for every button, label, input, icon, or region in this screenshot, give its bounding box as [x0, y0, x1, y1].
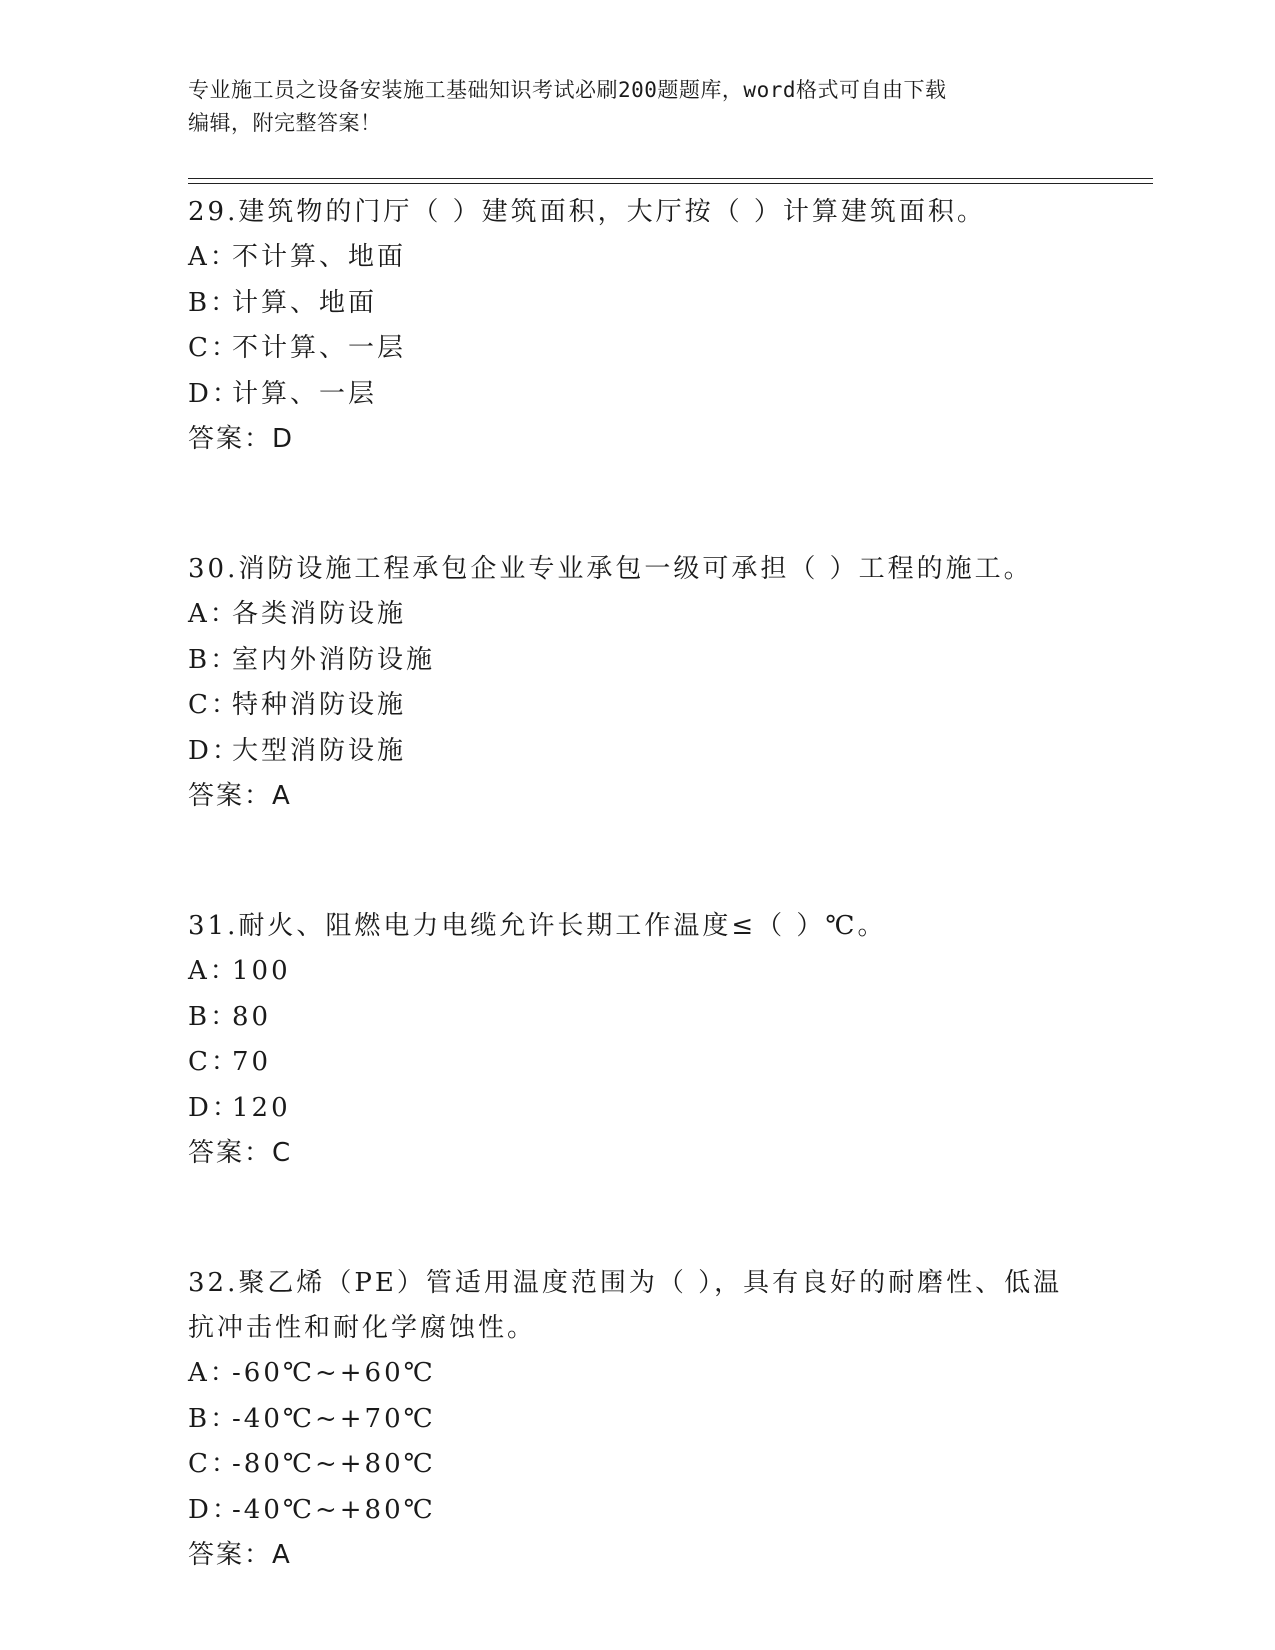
- option-c: [188, 1040, 1088, 1086]
- option-b: [188, 281, 1088, 327]
- option-key: A：: [188, 242, 239, 272]
- question-stem: [188, 1261, 1088, 1351]
- option-key: C：: [188, 690, 240, 720]
- question-30: [188, 547, 1088, 819]
- option-text: 不计算、一层: [232, 333, 407, 363]
- option-d: [188, 1488, 1088, 1534]
- option-text: 80: [232, 1001, 272, 1032]
- option-text: 各类消防设施: [232, 599, 407, 629]
- header-divider-top: [188, 178, 1153, 179]
- option-c: [188, 683, 1088, 729]
- option-key: C：: [188, 1449, 240, 1479]
- question-stem-line: 30.消防设施工程承包企业专业承包一级可承担（ ）工程的施工。: [188, 554, 1033, 584]
- option-text: 室内外消防设施: [232, 644, 436, 675]
- question-stem: [188, 904, 1088, 949]
- option-b: [188, 1397, 1088, 1443]
- option-text: -40℃~+80℃: [232, 1494, 436, 1525]
- option-key: A：: [188, 1358, 239, 1388]
- option-text: 计算、地面: [232, 287, 378, 318]
- option-d: [188, 1086, 1088, 1132]
- question-32: [188, 1261, 1088, 1578]
- option-key: A：: [188, 956, 239, 986]
- option-text: 大型消防设施: [232, 735, 407, 766]
- question-gap: [188, 819, 1088, 904]
- option-b: [188, 995, 1088, 1041]
- option-key: B：: [188, 644, 240, 675]
- header-divider-bottom: [188, 183, 1153, 184]
- question-gap: [188, 462, 1088, 547]
- option-key: B：: [188, 1001, 240, 1032]
- option-a: [188, 949, 1088, 995]
- document-header: [188, 74, 1068, 140]
- header-title-line1: 专业施工员之设备安装施工基础知识考试必刷200题题库，word格式可自由下载: [188, 78, 947, 102]
- option-key: D：: [188, 1092, 241, 1123]
- option-key: C：: [188, 1047, 240, 1077]
- question-stem-line: 29.建筑物的门厅（ ）建筑面积，大厅按（ ）计算建筑面积。: [188, 197, 986, 227]
- option-key: C：: [188, 333, 240, 363]
- option-c: [188, 326, 1088, 372]
- option-text: -60℃~+60℃: [232, 1358, 436, 1388]
- option-key: B：: [188, 287, 240, 318]
- question-gap: [188, 1176, 1088, 1261]
- answer-line: 答案：A: [188, 781, 292, 811]
- option-text: 120: [232, 1092, 291, 1123]
- question-31: [188, 904, 1088, 1176]
- option-text: 特种消防设施: [232, 690, 407, 720]
- header-title-line2: 编辑，附完整答案！: [188, 111, 382, 135]
- option-key: D：: [188, 735, 241, 766]
- question-stem: [188, 547, 1088, 592]
- option-text: 不计算、地面: [232, 242, 407, 272]
- question-29: [188, 190, 1088, 462]
- option-text: -40℃~+70℃: [232, 1403, 436, 1434]
- option-text: 70: [232, 1047, 272, 1077]
- option-text: 100: [232, 956, 291, 986]
- option-key: B：: [188, 1403, 240, 1434]
- option-key: D：: [188, 1494, 241, 1525]
- option-key: A：: [188, 599, 239, 629]
- question-stem-line: 31.耐火、阻燃电力电缆允许长期工作温度≤（ ）℃。: [188, 911, 887, 941]
- option-c: [188, 1442, 1088, 1488]
- option-b: [188, 638, 1088, 684]
- option-text: 计算、一层: [232, 378, 378, 409]
- option-a: [188, 235, 1088, 281]
- answer-line: 答案：D: [188, 424, 295, 454]
- question-stem-line: 抗冲击性和耐化学腐蚀性。: [188, 1313, 537, 1343]
- option-key: D：: [188, 378, 241, 409]
- option-text: -80℃~+80℃: [232, 1449, 436, 1479]
- answer-line: 答案：A: [188, 1540, 292, 1570]
- question-list: [188, 190, 1088, 1578]
- option-d: [188, 372, 1088, 418]
- option-a: [188, 1351, 1088, 1397]
- answer-line: 答案：C: [188, 1138, 293, 1168]
- question-stem: [188, 190, 1088, 235]
- option-a: [188, 592, 1088, 638]
- option-d: [188, 729, 1088, 775]
- question-stem-line: 32.聚乙烯（PE）管适用温度范围为（ ），具有良好的耐磨性、低温: [188, 1268, 1063, 1298]
